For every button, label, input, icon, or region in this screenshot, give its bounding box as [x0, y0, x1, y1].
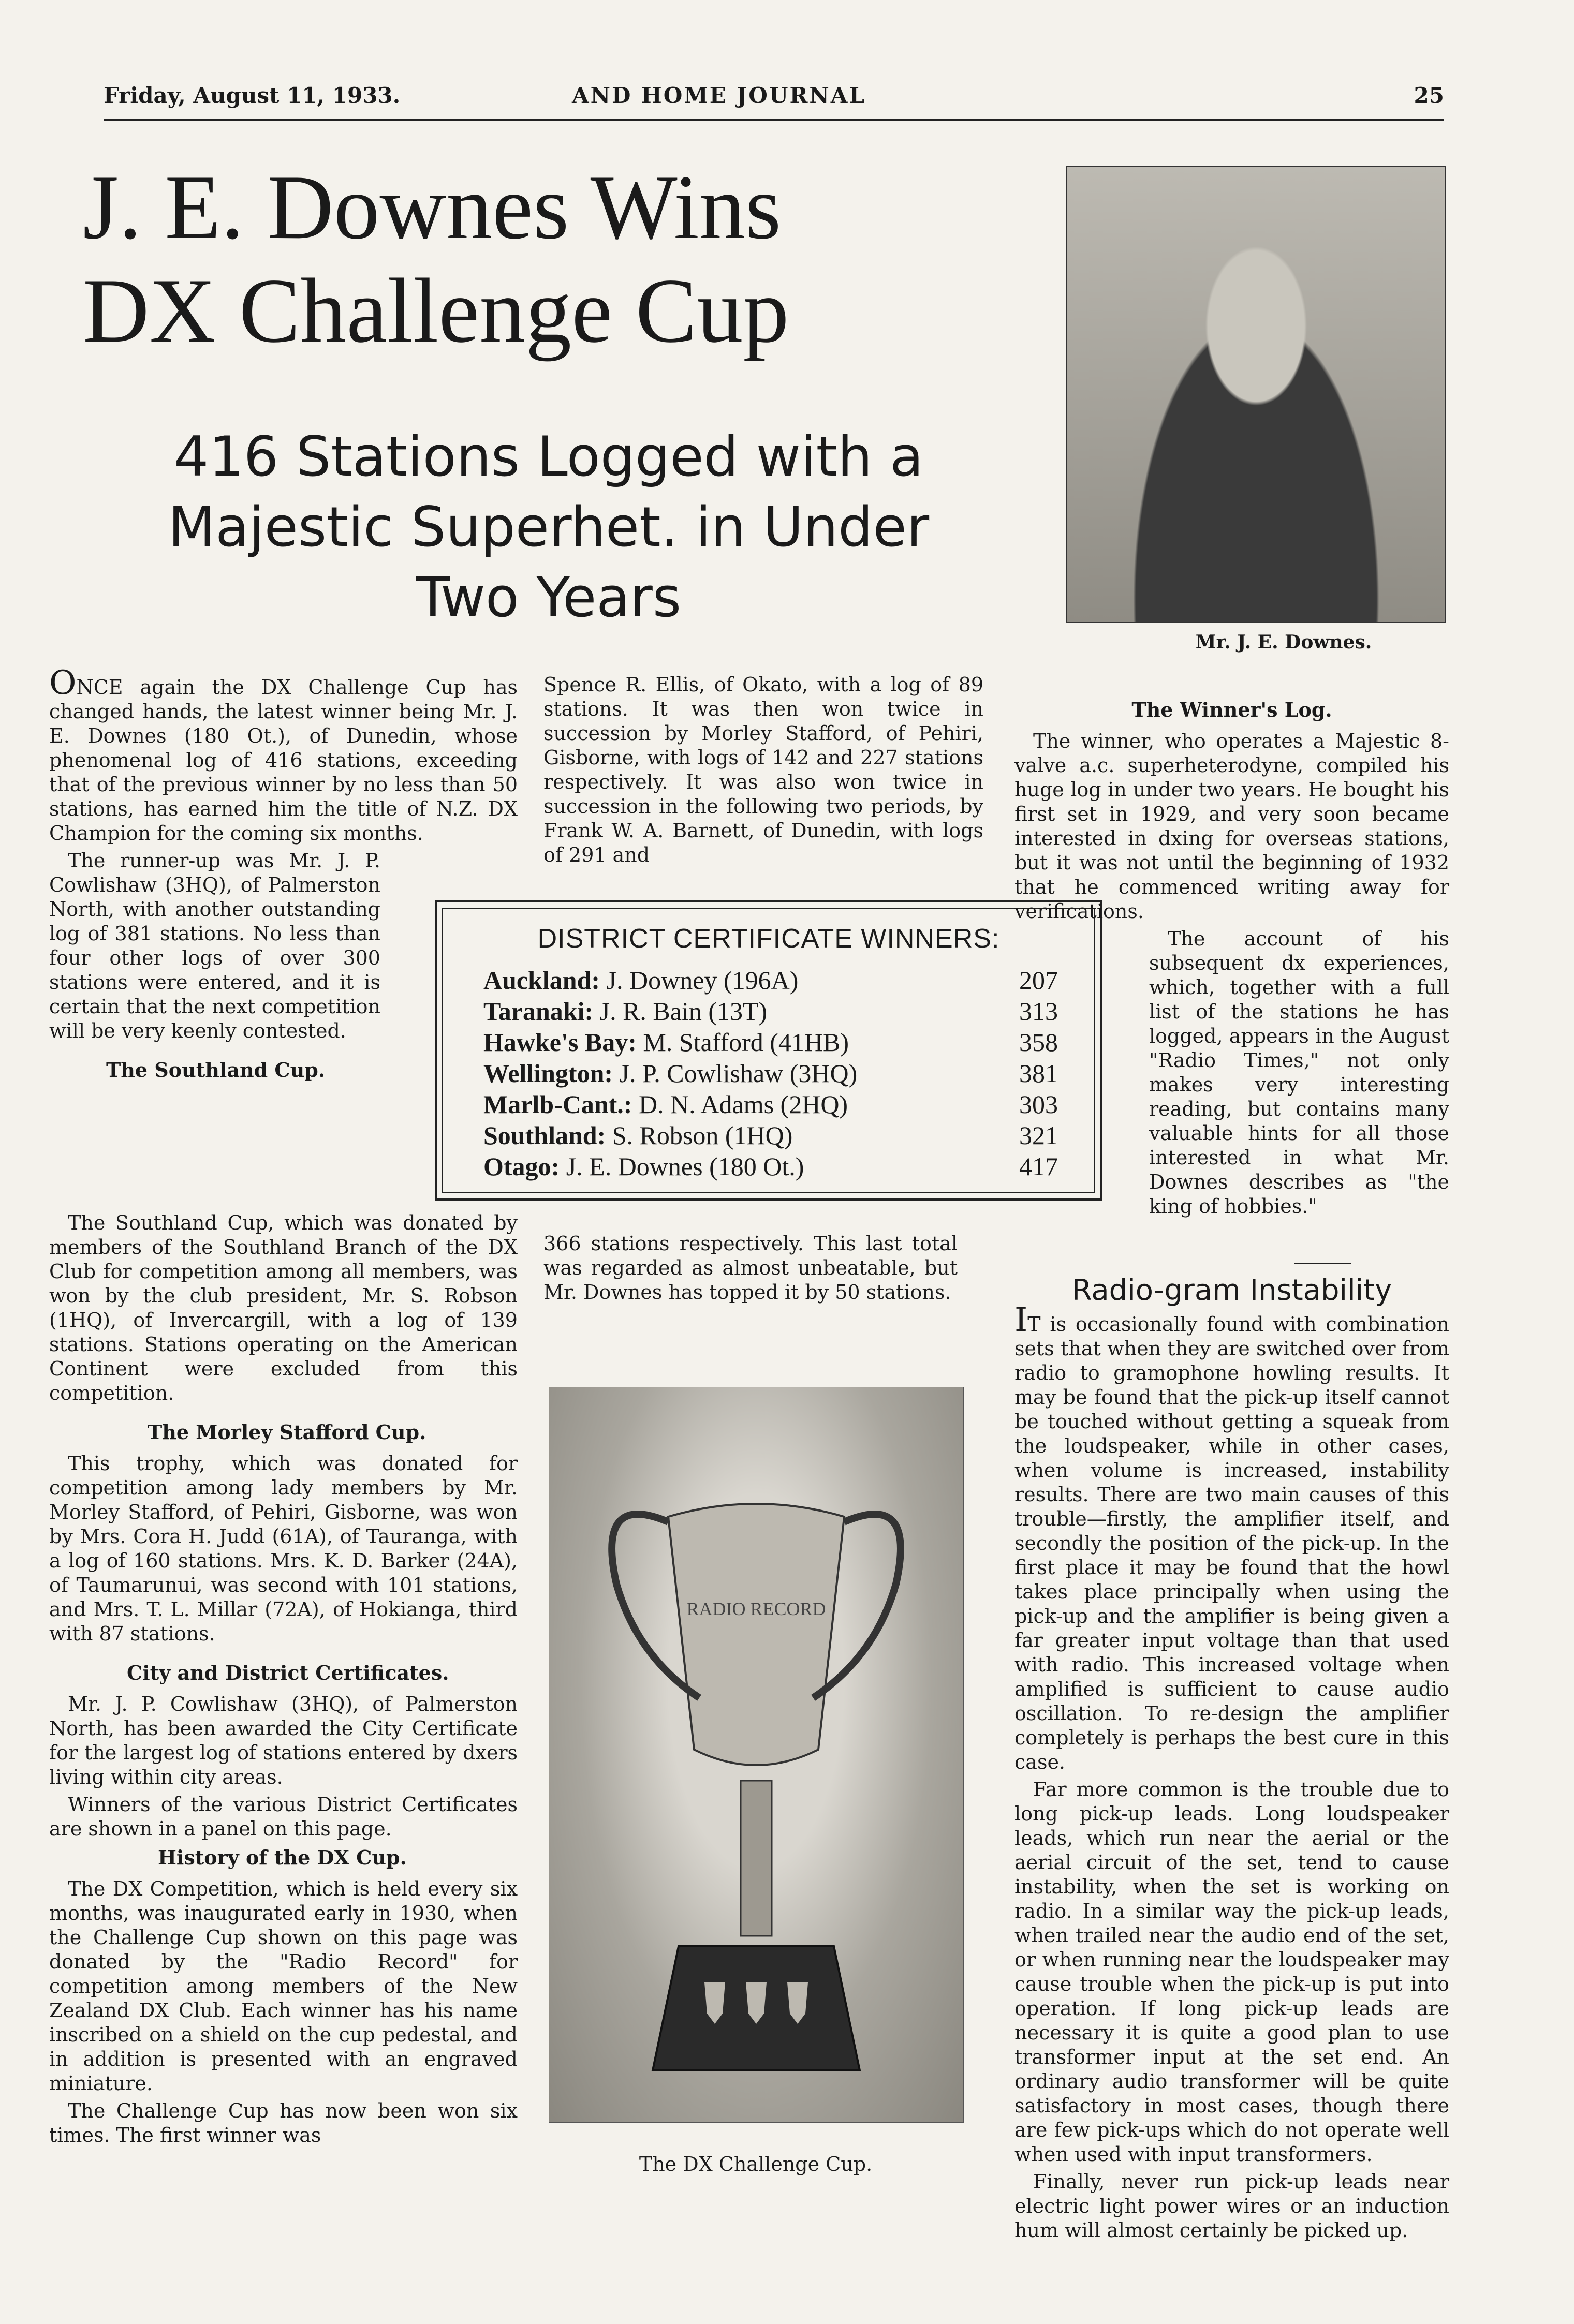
district-winner: J. Downey (196A) — [606, 966, 799, 995]
panel-title: DISTRICT CERTIFICATE WINNERS: — [537, 924, 1000, 954]
panel-row — [483, 996, 1058, 1027]
drop-cap: I — [1014, 1301, 1028, 1339]
panel-row — [483, 965, 1058, 996]
district-log: 303 — [1019, 1090, 1058, 1119]
district-name: Otago: — [483, 1152, 560, 1181]
district-log: 313 — [1019, 997, 1058, 1026]
history-paragraph: The DX Competition, which is held every six months, was inaugurated early in 1930, when the Challenge Cup shown on this page was donated by the "Radio Record" for competition among members of the New Zealand DX Club. Each winner has his name inscribed on a shield on the cup pedestal, and in addition is presented with an engraved miniature. — [49, 1877, 518, 2095]
district-log: 207 — [1019, 966, 1058, 995]
subheadline — [83, 422, 1014, 633]
morley-heading: The Morley Stafford Cup. — [148, 1420, 426, 1444]
district-log: 358 — [1019, 1028, 1058, 1057]
headline-line-2: DX Challenge Cup — [83, 259, 789, 362]
district-name: Marlb-Cant.: — [483, 1090, 632, 1119]
winners-log-heading: The Winner's Log. — [1131, 698, 1332, 721]
intro-paragraph — [49, 664, 518, 846]
panel-row — [483, 1151, 1058, 1182]
runner-up-paragraph: The runner-up was Mr. J. P. Cowlishaw (3HQ), of Palmerston North, with another outstanding log of 381 stations. No less than four other logs of over 300 stations were entered, and it is certain that the next competition will be very keenly contested. — [49, 849, 380, 1042]
headline — [83, 155, 1066, 362]
portrait-caption: Mr. J. E. Downes. — [1195, 631, 1372, 653]
trophy-caption: The DX Challenge Cup. — [639, 2153, 873, 2175]
panel-row — [483, 1089, 1058, 1120]
winners-log-paragraph-1: The winner, who operates a Majestic 8-valve a.c. superheterodyne, compiled his huge log in under two years. He bought his first set in 1929, and very soon became interested in dxing for overseas stations, but it was not until the beginning of 1932 that he commenced writing away for verifications. — [1014, 730, 1449, 923]
district-name: Taranaki: — [483, 997, 594, 1026]
winners-log-paragraph-2: The account of his subsequent dx experiences, which, together with a full list of the stations he has logged, appears in the August "Radio Times," not only makes very interesting reading, but contains many valuable hints for all those interested in what Mr. Downes describes as "the king of hobbies." — [1149, 927, 1449, 1218]
district-name: Southland: — [483, 1121, 606, 1150]
history-heading: History of the DX Cup. — [158, 1846, 407, 1869]
radiogram-paragraph-1 — [1014, 1301, 1449, 1774]
district-name: Hawke's Bay: — [483, 1028, 637, 1057]
column-2-top — [543, 673, 983, 870]
district-winner: J. R. Bain (13T) — [599, 997, 768, 1026]
district-log: 321 — [1019, 1121, 1058, 1150]
headline-line-1: J. E. Downes Wins — [83, 156, 782, 258]
portrait-photo — [1066, 166, 1446, 623]
district-winner: D. N. Adams (2HQ) — [638, 1090, 848, 1119]
southland-paragraph: The Southland Cup, which was donated by members of the Southland Branch of the DX Club for competition among all members, was won by the club president, Mr. S. Robson (1HQ), of Invercargill, with a log of 139 stations. Stations operating on the American Continent were excluded from this competition. — [49, 1211, 518, 1404]
drop-cap: O — [49, 664, 77, 702]
district-name: Auckland: — [483, 966, 600, 995]
history-continued: Spence R. Ellis, of Okato, with a log of 89 stations. It was then won twice in succession by Morley Stafford, of Pehiri, Gisborne, with logs of 142 and 227 stations respectively. It was also won twice in succession in the following two periods, by Frank W. A. Barnett, of Dunedin, with logs of 291 and — [543, 673, 983, 866]
trophy-illustration — [549, 1387, 963, 2122]
trophy-photo — [549, 1387, 964, 2123]
column-3-top — [1014, 683, 1449, 1222]
column-1-lower — [49, 1211, 518, 2151]
district-winner: S. Robson (1HQ) — [612, 1121, 793, 1150]
radiogram-paragraph-2: Far more common is the trouble due to long pick-up leads. Long loudspeaker leads, which run near the aerial or the aerial circuit of the set, tend to cause instability, when the set is working on radio. In a similar way the pick-up leads, when trailed near the audio end of the set, or when running near the loudspeaker may cause trouble when the pick-up is put into operation. If long pick-up leads are necessary it is quite a good plan to use transformer input at the set end. An ordinary audio transformer will be quite satisfactory in most cases, though there are few pick-ups which do not operate well when used with input transformers. — [1014, 1778, 1449, 2166]
running-header — [104, 83, 1444, 121]
district-winner: M. Stafford (41HB) — [643, 1028, 849, 1057]
district-winner: J. E. Downes (180 Ot.) — [566, 1152, 804, 1181]
history-paragraph-2: The Challenge Cup has now been won six times. The first winner was — [49, 2099, 518, 2147]
city-paragraph-1: Mr. J. P. Cowlishaw (3HQ), of Palmerston North, has been awarded the City Certificate for the largest log of stations entered by dxers living within city areas. — [49, 1693, 518, 1788]
district-log: 417 — [1019, 1152, 1058, 1181]
district-winner: J. P. Cowlishaw (3HQ) — [619, 1059, 858, 1088]
publication-name: AND HOME JOURNAL — [572, 83, 866, 108]
panel-row — [483, 1120, 1058, 1151]
panel-rows — [483, 965, 1058, 1182]
southland-heading: The Southland Cup. — [106, 1058, 326, 1082]
column-3-bottom — [1014, 1274, 1449, 2246]
subheadline-line-2: Majestic Superhet. in Under — [168, 495, 930, 559]
city-paragraph-2: Winners of the various District Certificates are shown in a panel on this page. — [49, 1793, 518, 1840]
radiogram-heading: Radio-gram Instability — [1071, 1274, 1392, 1307]
issue-date: Friday, August 11, 1933. — [104, 83, 401, 108]
radiogram-paragraph-3: Finally, never run pick-up leads near electric light power wires or an induction hum will almost certainly be picked up. — [1014, 2170, 1449, 2242]
district-certificate-panel — [435, 900, 1102, 1201]
panel-row — [483, 1027, 1058, 1058]
district-name: Wellington: — [483, 1059, 613, 1088]
subheadline-line-1: 416 Stations Logged with a — [173, 425, 924, 489]
subheadline-line-3: Two Years — [416, 566, 682, 629]
panel-row — [483, 1058, 1058, 1089]
page-number: 25 — [1414, 83, 1444, 108]
column-divider — [1294, 1263, 1351, 1264]
trophy-inscription: RADIO RECORD — [686, 1598, 826, 1619]
intro-text: NCE again the DX Challenge Cup has changed hands, the latest winner being Mr. J. E. Downes (180 Ot.), of Dunedin, whose phenomenal log of 416 stations, exceeding that of the previous winner by no less than 50 stations, has earned him the title of N.Z. DX Champion for the coming six months. — [49, 676, 518, 845]
radiogram-text: T is occasionally found with combination sets that when they are switched over from radio to gramophone howling results. It may be found that the pick-up itself cannot be touched without getting a squeak from the loudspeaker, while in other cases, when volume is increased, instability results. There are two main causes of this trouble—firstly, the amplifier itself, and secondly the position of the pick-up. In the first place it may be found that the howl takes place principally when using the pick-up and the amplifier is being given a far greater input voltage than that used with radio. This increased voltage when amplified is sufficient to cause audio oscillation. To re-design the amplifier completely is perhaps the best cure in this case. — [1014, 1313, 1449, 1773]
history-conclusion: 366 stations respectively. This last total was regarded as almost unbeatable, but Mr. Downes has topped it by 50 stations. — [543, 1232, 958, 1304]
morley-paragraph: This trophy, which was donated for competition among lady members by Mr. Morley Stafford, of Pehiri, Gisborne, was won by Mrs. Cora H. Judd (61A), of Tauranga, with a log of 160 stations. Mrs. K. D. Barker (24A), of Taumarunui, was second with 101 stations, and Mrs. T. L. Millar (72A), of Hokianga, third with 87 stations. — [49, 1452, 518, 1645]
district-log: 381 — [1019, 1059, 1058, 1088]
column-2-bottom — [543, 1232, 958, 1308]
city-heading: City and District Certificates. — [127, 1661, 449, 1684]
